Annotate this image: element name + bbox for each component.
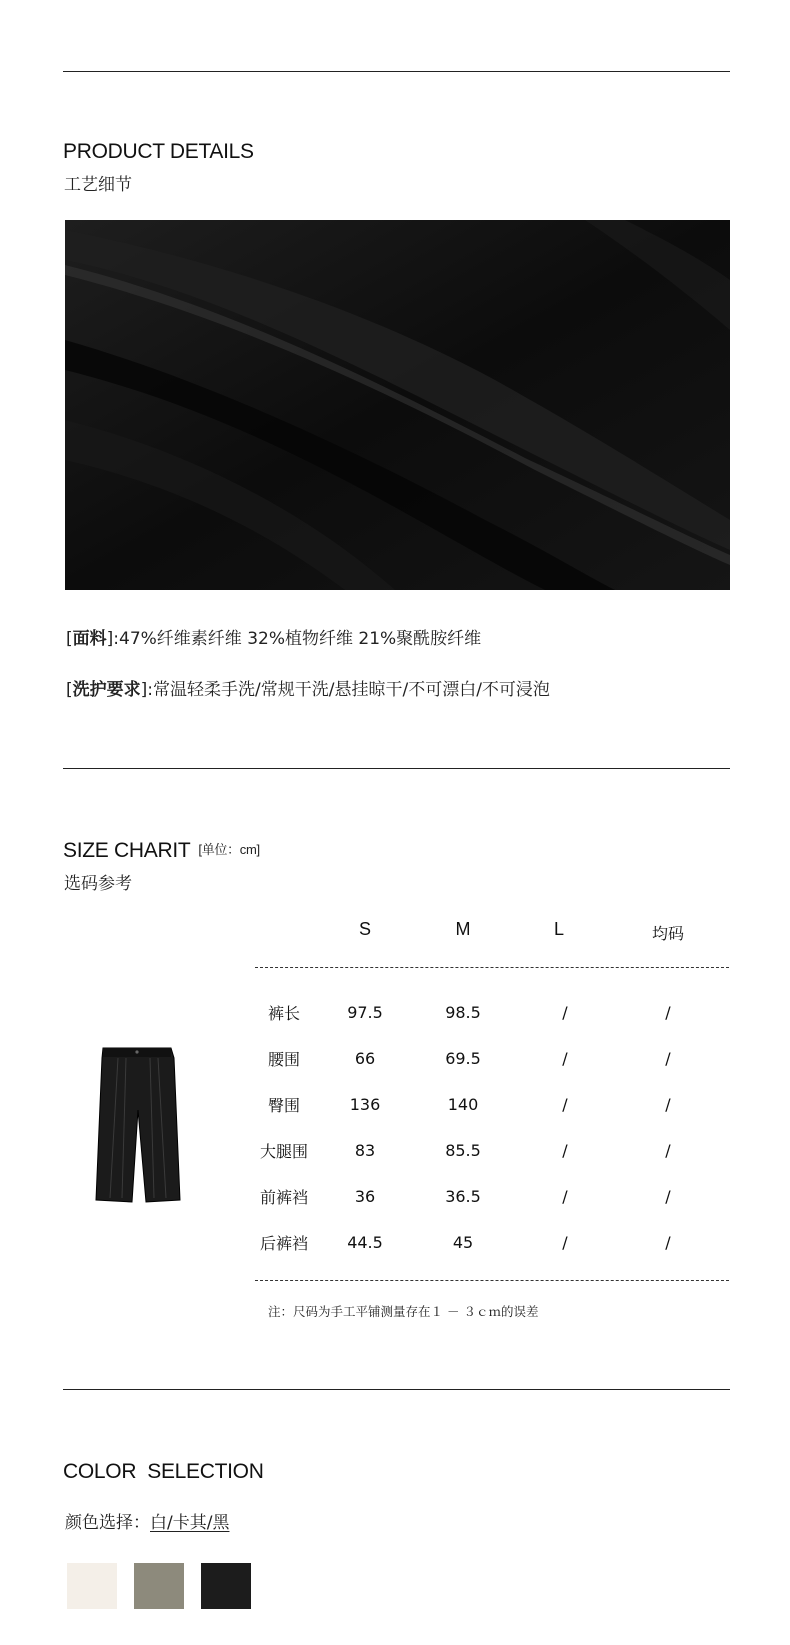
color-title-en: COLOR SELECTION: [63, 1460, 264, 1483]
cell-free: /: [665, 1049, 671, 1068]
cell-free: /: [665, 1187, 671, 1206]
row-label: 后裤裆: [259, 1234, 308, 1253]
color-divider: [63, 1389, 730, 1390]
pants-thumbnail: [88, 1040, 188, 1210]
top-divider: [63, 71, 730, 72]
row-label: 腰围: [267, 1050, 300, 1069]
color-options-link[interactable]: 白/卡其/黑: [150, 1513, 230, 1533]
details-title-en: PRODUCT DETAILS: [63, 140, 254, 163]
size-col-free: 均码: [651, 924, 684, 943]
cell-m: 85.5: [445, 1141, 481, 1160]
fabric-value: :47%纤维素纤维 32%植物纤维 21%聚酰胺纤维: [113, 629, 482, 649]
size-title-cn: 选码参考: [64, 874, 132, 894]
fabric-label: 面料: [72, 629, 107, 649]
table-top-rule: [255, 967, 729, 968]
cell-free: /: [665, 1003, 671, 1022]
cell-l: /: [562, 1187, 568, 1206]
size-col-l: L: [553, 919, 564, 939]
size-col-m: M: [455, 919, 471, 939]
color-label-text: 颜色选择：: [65, 1513, 150, 1533]
size-col-s: S: [358, 919, 371, 939]
cell-s: 36: [354, 1187, 376, 1206]
details-title-cn: 工艺细节: [64, 175, 132, 195]
row-label: 前裤裆: [259, 1188, 308, 1207]
row-label: 大腿围: [259, 1142, 308, 1161]
cell-m: 36.5: [445, 1187, 481, 1206]
swatch-black[interactable]: [201, 1563, 251, 1609]
table-bottom-rule: [255, 1280, 729, 1281]
size-title-en: [63, 839, 260, 863]
cell-l: /: [562, 1095, 568, 1114]
fabric-closeup-image: [65, 220, 730, 590]
care-value: :常温轻柔手洗/常规干洗/悬挂晾干/不可漂白/不可浸泡: [147, 680, 550, 700]
cell-m: 69.5: [445, 1049, 481, 1068]
size-divider: [63, 768, 730, 769]
fabric-composition: [面料]:47%纤维素纤维 32%植物纤维 21%聚酰胺纤维: [66, 629, 482, 649]
cell-free: /: [665, 1233, 671, 1252]
care-label: 洗护要求: [72, 680, 141, 700]
row-label: 臀围: [267, 1096, 300, 1115]
swatch-khaki[interactable]: [134, 1563, 184, 1609]
row-label: 裤长: [267, 1004, 300, 1023]
cell-s: 66: [354, 1049, 376, 1068]
size-title-text: SIZE CHARIT: [63, 839, 191, 862]
cell-free: /: [665, 1141, 671, 1160]
cell-s: 44.5: [347, 1233, 383, 1252]
cell-l: /: [562, 1141, 568, 1160]
color-selection-label: [65, 1508, 229, 1533]
cell-s: 136: [349, 1095, 381, 1114]
care-instructions: [洗护要求]:常温轻柔手洗/常规干洗/悬挂晾干/不可漂白/不可浸泡: [66, 680, 550, 700]
cell-s: 83: [354, 1141, 376, 1160]
cell-m: 45: [452, 1233, 474, 1252]
cell-free: /: [665, 1095, 671, 1114]
measurement-note: 注：尺码为手工平铺测量存在１ － ３ｃｍ的误差: [268, 1304, 539, 1319]
cell-l: /: [562, 1233, 568, 1252]
cell-l: /: [562, 1049, 568, 1068]
cell-l: /: [562, 1003, 568, 1022]
cell-m: 98.5: [445, 1003, 481, 1022]
cell-s: 97.5: [347, 1003, 383, 1022]
size-unit: [单位：cm]: [198, 842, 260, 857]
cell-m: 140: [447, 1095, 479, 1114]
swatch-white[interactable]: [67, 1563, 117, 1609]
